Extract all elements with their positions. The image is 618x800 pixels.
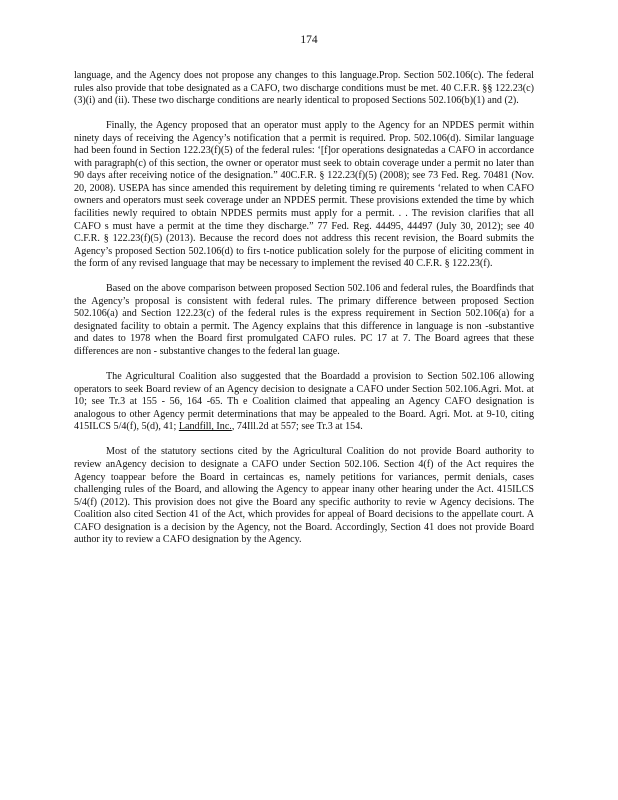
document-body [74, 70, 534, 559]
case-citation-underlined: Landfill, Inc. [178, 421, 232, 433]
paragraph-coalition-suggestion [74, 371, 534, 434]
paragraph-comparison-finding: Based on the above comparison between proposed Section 502.106 and federal rules, the Boardfinds that the Agency’s proposal is consistent with federal rules. The primary difference between proposed Section 502.106(a) and Section 122.23(c) of the federal rules is the express requirement in Section 502.106(a) for a designated facility to obtain a permit. The Agency explains that this difference in language is non -substantive and dates to 1978 when the Board first promulgated CAFO rules. PC 17 at 7. The Board agrees that these differences are non - substantive changes to the federal lan guage. [74, 283, 534, 358]
paragraph-text-segment: , 74Ill.2d at 557; see Tr.3 at 154. [231, 421, 363, 433]
paragraph-statutory-authority: Most of the statutory sections cited by the Agricultural Coalition do not provide Board authority to review anAgency decision to designate a CAFO under Section 502.106. Section 4(f) of the Act requires the Agency toappear before the Board in certaincas es, namely petitions for variances, permit denials, cases challenging rules of the Board, and allowing the Agency to appear inany other hearing under the Act. 415ILCS 5/4(f) (2012). This provision does not give the Board any specific authority to revie w Agency decisions. The Coalition also cited Section 41 of the Act, which provides for appeal of Board decisions to the appellate court. A CAFO designation is a decision by the Agency, not the Board. Accordingly, Section 41 does not provide Board author ity to review a CAFO designation by the Agency. [74, 446, 534, 546]
paragraph-text-segment: The Agricultural Coalition also suggested that the Boardadd a provision to Section 502.106 allowing operators to seek Board review of an Agency decision to designate a CAFO under Section 502.106.Agri. Mot. at 10; see Tr.3 at 155 - 56, 164 -65. Th e Coalition claimed that appealing an Agency CAFO designation is analogous to other Agency permit determinations that may be appealed to the Board. Agri. Mot. at 9-10, citing 415ILCS 5/4(f), 5(d), 41; [74, 371, 534, 433]
page-number: 174 [300, 34, 318, 46]
paragraph-continuation: language, and the Agency does not propose any changes to this language.Prop. Section 502.106(c). The federal rules also provide that tobe designated as a CAFO, two discharge conditions must be met. 40 C.F.R. §§ 122.23(c)(3)(i) and (ii). These two discharge conditions are nearly identical to proposed Sections 502.106(b)(1) and (2). [74, 70, 534, 107]
paragraph-npdes-timing: Finally, the Agency proposed that an operator must apply to the Agency for an NPDES permit within ninety days of receiving the Agency’s notification that a permit is required. Prop. 502.106(d). Similar language had been found in Section 122.23(f)(5) of the federal rules: ‘[f]or operations designatedas a CAFO in accordance with paragraph(c) of this section, the owner or operator must seek to obtain coverage under a permit no later than 90 days after receiving notice of the designation.” 40C.F.R. § 122.23(f)(5) (2008); see 73 Fed. Reg. 70481 (Nov. 20, 2008). USEPA has since amended this requirement by deleting timing re quirements ‘related to when CAFO owners and operators must seek coverage under an NPDES permit. These provisions extended the time by which facilities newly required to obtain NPDES permits must apply for a permit. . . The revision clarifies that all CAFO s must have a permit at the time they discharge.” 77 Fed. Reg. 44495, 44497 (July 30, 2012); see 40 C.F.R. § 122.23(f)(5) (2013). Because the record does not address this recent revision, the Board submits the Agency’s proposed Section 502.106(d) to firs t-notice publication solely for the purpose of eliciting comment in the form of any revised language that may be necessary to implement the revised 40 C.F.R. § 122.23(f). [74, 120, 534, 270]
